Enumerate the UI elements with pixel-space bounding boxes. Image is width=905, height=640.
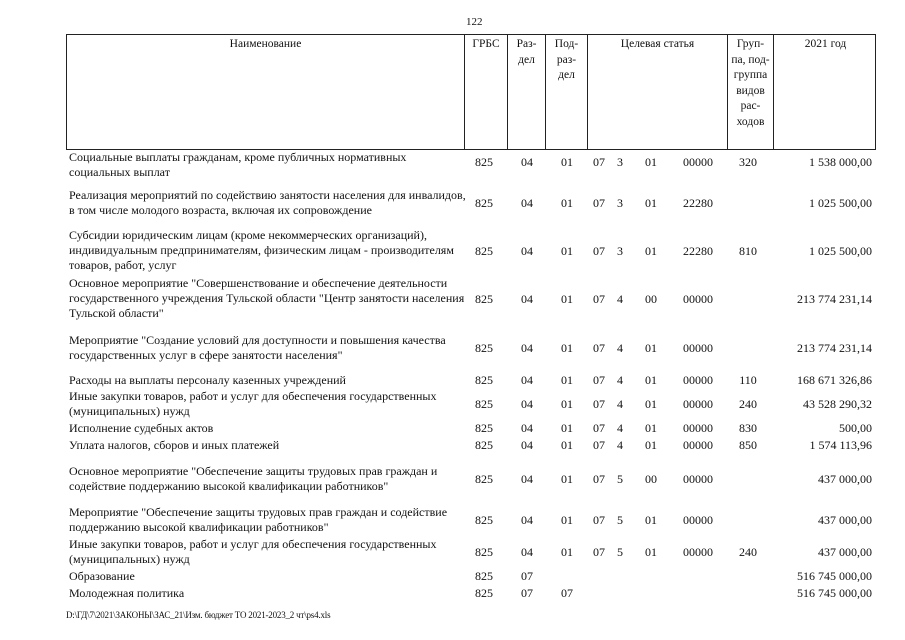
row-razdel: 04	[521, 421, 533, 435]
row-target-subprogram: 4	[617, 292, 623, 306]
row-target-subprogram: 4	[617, 438, 623, 452]
row-podrazdel: 01	[561, 472, 573, 486]
table-row	[66, 569, 876, 584]
table-row	[66, 276, 876, 321]
row-razdel: 07	[521, 569, 533, 583]
row-expense-type: 810	[739, 244, 757, 258]
row-name: Основное мероприятие "Обеспечение защиты трудовых прав граждан и содействие поддержанию высокой квалификации работников"	[69, 464, 438, 493]
row-grbs: 825	[475, 438, 493, 452]
table-row	[66, 228, 876, 273]
row-podrazdel: 01	[561, 373, 573, 387]
row-target-program: 07	[593, 421, 605, 435]
table-row	[66, 389, 876, 419]
row-grbs: 825	[475, 373, 493, 387]
row-amount: 516 745 000,00	[797, 569, 872, 583]
row-amount: 500,00	[839, 421, 872, 435]
row-podrazdel: 01	[561, 397, 573, 411]
row-target-event: 01	[645, 341, 657, 355]
row-target-subprogram: 3	[617, 155, 623, 169]
row-razdel: 04	[521, 513, 533, 527]
row-podrazdel: 01	[561, 341, 573, 355]
row-razdel: 04	[521, 545, 533, 559]
row-target-subprogram: 4	[617, 421, 623, 435]
header-year: 2021 год	[773, 35, 877, 149]
row-target-program: 07	[593, 397, 605, 411]
row-grbs: 825	[475, 196, 493, 210]
row-target-event: 01	[645, 545, 657, 559]
header-podrazdel: Под- раз- дел	[545, 35, 587, 149]
row-amount: 1 574 113,96	[809, 438, 872, 452]
row-amount: 213 774 231,14	[797, 341, 872, 355]
row-podrazdel: 01	[561, 438, 573, 452]
row-grbs: 825	[475, 341, 493, 355]
row-target-program: 07	[593, 513, 605, 527]
row-target-direction: 00000	[683, 438, 713, 452]
table-row	[66, 150, 876, 180]
row-name: Иные закупки товаров, работ и услуг для обеспечения государственных (муниципальных) нужд	[69, 389, 437, 418]
row-razdel: 04	[521, 196, 533, 210]
row-podrazdel: 01	[561, 292, 573, 306]
row-target-program: 07	[593, 292, 605, 306]
row-podrazdel: 01	[561, 513, 573, 527]
table-header	[66, 34, 876, 150]
row-podrazdel: 01	[561, 155, 573, 169]
row-name: Образование	[69, 569, 135, 583]
table-row	[66, 373, 876, 388]
row-target-event: 01	[645, 438, 657, 452]
row-target-event: 01	[645, 373, 657, 387]
table-row	[66, 464, 876, 494]
row-expense-type: 240	[739, 397, 757, 411]
row-target-event: 00	[645, 472, 657, 486]
table-row	[66, 505, 876, 535]
row-podrazdel: 01	[561, 421, 573, 435]
row-target-direction: 22280	[683, 196, 713, 210]
row-name: Молодежная политика	[69, 586, 185, 600]
row-amount: 1 025 500,00	[809, 244, 872, 258]
row-grbs: 825	[475, 513, 493, 527]
table-row	[66, 333, 876, 363]
row-name: Субсидии юридическим лицам (кроме некоммерческих организаций), индивидуальным предпринимателям, физическим лицам - производителям товаров, работ, услуг	[69, 228, 454, 272]
row-name: Социальные выплаты гражданам, кроме публичных нормативных социальных выплат	[69, 150, 407, 179]
row-target-event: 00	[645, 292, 657, 306]
row-razdel: 07	[521, 586, 533, 600]
table-row	[66, 188, 876, 218]
row-target-direction: 00000	[683, 421, 713, 435]
row-target-program: 07	[593, 196, 605, 210]
row-target-subprogram: 5	[617, 472, 623, 486]
row-razdel: 04	[521, 341, 533, 355]
row-target-program: 07	[593, 244, 605, 258]
header-expense-type: Груп- па, под- группа видов рас- ходов	[727, 35, 773, 149]
row-target-direction: 00000	[683, 292, 713, 306]
row-target-direction: 00000	[683, 472, 713, 486]
row-name: Основное мероприятие "Совершенствование и обеспечение деятельности государственного учреждения Тульской области "Центр занятости населения Тульской области"	[69, 276, 465, 320]
row-name: Мероприятие "Обеспечение защиты трудовых прав граждан и содействие поддержанию высокой квалификации работников"	[69, 505, 448, 534]
row-target-program: 07	[593, 155, 605, 169]
header-grbs: ГРБС	[464, 35, 507, 149]
row-target-direction: 00000	[683, 373, 713, 387]
row-target-event: 01	[645, 397, 657, 411]
row-name: Мероприятие "Создание условий для доступности и повышения качества государственных услуг в сфере занятости населения"	[69, 333, 446, 362]
header-razdel: Раз- дел	[507, 35, 545, 149]
row-grbs: 825	[475, 545, 493, 559]
row-razdel: 04	[521, 438, 533, 452]
row-grbs: 825	[475, 244, 493, 258]
header-target-article: Целевая статья	[587, 35, 727, 149]
row-expense-type: 850	[739, 438, 757, 452]
row-target-program: 07	[593, 472, 605, 486]
page-number: 122	[466, 16, 483, 28]
row-target-direction: 00000	[683, 341, 713, 355]
table-row	[66, 586, 876, 601]
row-target-event: 01	[645, 196, 657, 210]
row-name: Исполнение судебных актов	[69, 421, 214, 435]
row-grbs: 825	[475, 155, 493, 169]
row-grbs: 825	[475, 569, 493, 583]
row-expense-type: 320	[739, 155, 757, 169]
row-podrazdel: 01	[561, 196, 573, 210]
row-target-program: 07	[593, 545, 605, 559]
row-target-event: 01	[645, 244, 657, 258]
header-name: Наименование	[229, 38, 302, 50]
row-target-subprogram: 5	[617, 513, 623, 527]
row-expense-type: 110	[739, 373, 757, 387]
row-target-direction: 00000	[683, 155, 713, 169]
row-target-event: 01	[645, 513, 657, 527]
row-razdel: 04	[521, 244, 533, 258]
row-target-program: 07	[593, 438, 605, 452]
row-amount: 213 774 231,14	[797, 292, 872, 306]
table-row	[66, 438, 876, 453]
row-amount: 43 528 290,32	[803, 397, 872, 411]
row-grbs: 825	[475, 292, 493, 306]
row-name: Расходы на выплаты персоналу казенных учреждений	[69, 373, 346, 387]
row-target-direction: 22280	[683, 244, 713, 258]
row-target-subprogram: 3	[617, 244, 623, 258]
row-amount: 168 671 326,86	[797, 373, 872, 387]
row-amount: 1 025 500,00	[809, 196, 872, 210]
row-podrazdel: 01	[561, 545, 573, 559]
row-target-subprogram: 4	[617, 397, 623, 411]
row-razdel: 04	[521, 292, 533, 306]
row-target-event: 01	[645, 155, 657, 169]
row-target-event: 01	[645, 421, 657, 435]
row-expense-type: 240	[739, 545, 757, 559]
row-name: Иные закупки товаров, работ и услуг для обеспечения государственных (муниципальных) нужд	[69, 537, 437, 566]
table-row	[66, 421, 876, 436]
file-path-footer: D:\ГД\7\2021\ЗАКОНЫ\ЗАС_21\Изм. бюджет ТО 2021-2023_2 чт\ps4.xls	[66, 610, 331, 620]
row-podrazdel: 01	[561, 244, 573, 258]
row-target-direction: 00000	[683, 513, 713, 527]
row-razdel: 04	[521, 472, 533, 486]
row-grbs: 825	[475, 472, 493, 486]
row-target-program: 07	[593, 373, 605, 387]
row-grbs: 825	[475, 586, 493, 600]
row-razdel: 04	[521, 155, 533, 169]
row-amount: 516 745 000,00	[797, 586, 872, 600]
row-amount: 437 000,00	[818, 472, 872, 486]
row-target-subprogram: 5	[617, 545, 623, 559]
row-grbs: 825	[475, 397, 493, 411]
row-grbs: 825	[475, 421, 493, 435]
row-razdel: 04	[521, 397, 533, 411]
row-target-direction: 00000	[683, 545, 713, 559]
row-expense-type: 830	[739, 421, 757, 435]
row-razdel: 04	[521, 373, 533, 387]
row-podrazdel: 07	[561, 586, 573, 600]
row-target-program: 07	[593, 341, 605, 355]
row-name: Уплата налогов, сборов и иных платежей	[69, 438, 280, 452]
row-target-subprogram: 4	[617, 341, 623, 355]
row-amount: 437 000,00	[818, 513, 872, 527]
row-target-subprogram: 3	[617, 196, 623, 210]
row-amount: 437 000,00	[818, 545, 872, 559]
table-row	[66, 537, 876, 567]
row-target-subprogram: 4	[617, 373, 623, 387]
row-target-direction: 00000	[683, 397, 713, 411]
row-name: Реализация мероприятий по содействию занятости населения для инвалидов, в том числе молодого возраста, включая их сопровождение	[69, 188, 466, 217]
row-amount: 1 538 000,00	[809, 155, 872, 169]
